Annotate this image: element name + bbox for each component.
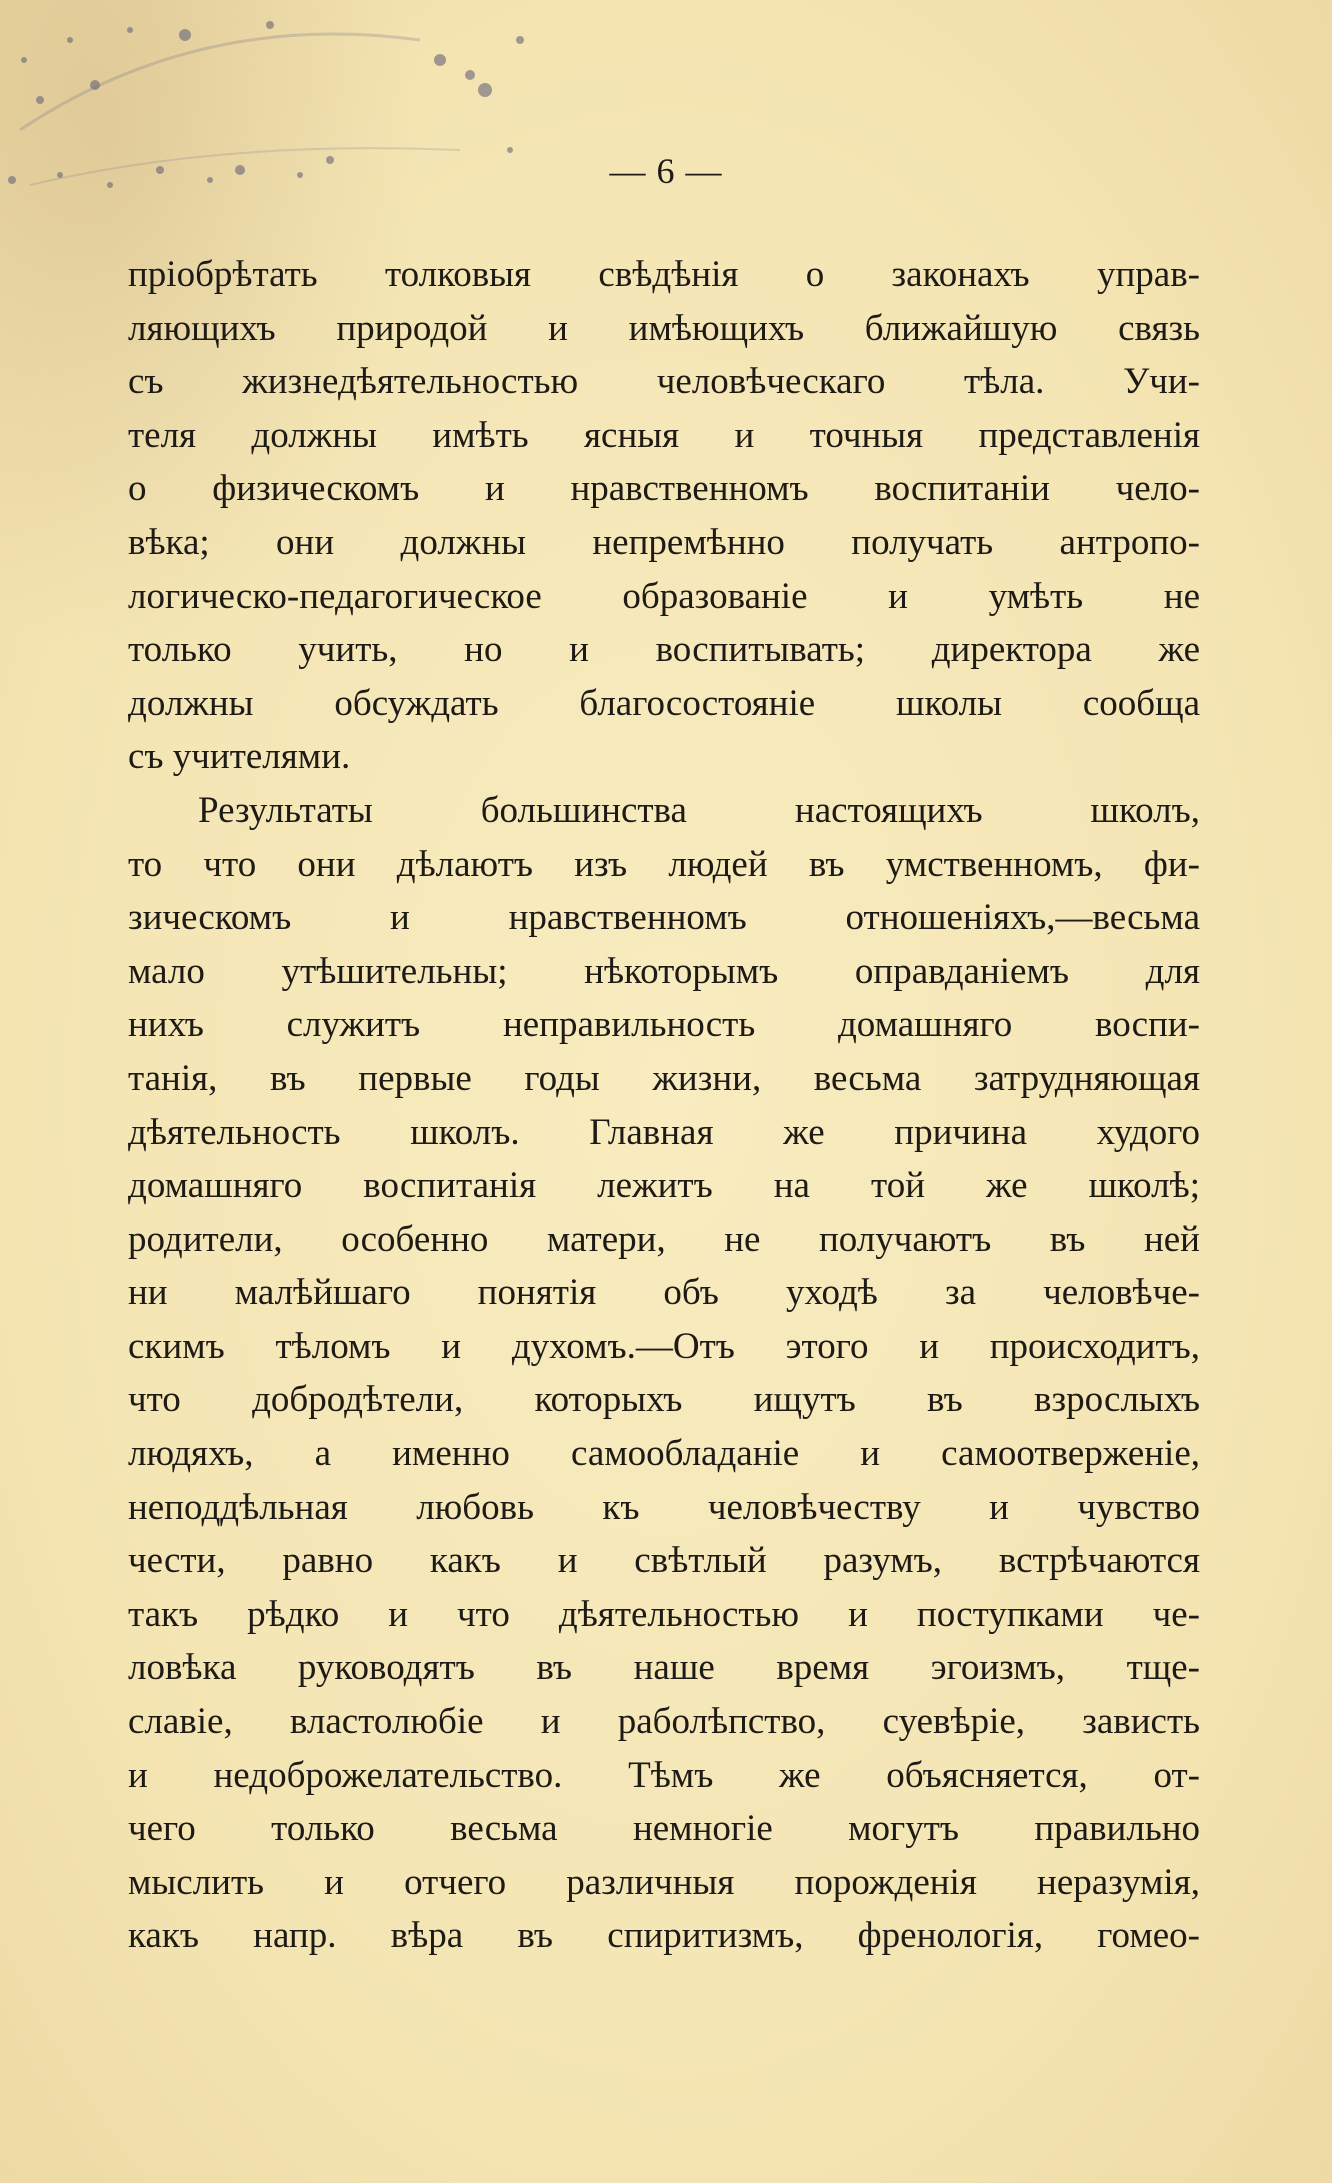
paragraph-2: [128, 784, 1200, 1963]
text-line: мало утѣшительны; нѣкоторымъ оправданіемъ для: [128, 950, 1200, 992]
text-line: родители, особенно матери, не получаютъ въ ней: [128, 1218, 1200, 1260]
text-line: логическо-педагогическое образованіе и умѣть не: [128, 575, 1200, 617]
text-line: должны обсуждать благосостояніе школы сообща: [128, 682, 1200, 724]
text-line: людяхъ, а именно самообладаніе и самоотверженіе,: [128, 1433, 1200, 1475]
body-text: [128, 248, 1200, 1963]
text-line: неподдѣльная любовь къ человѣчеству и чувство: [128, 1486, 1200, 1528]
text-line: о физическомъ и нравственномъ воспитаніи чело-: [128, 468, 1200, 510]
page-number: — 6 —: [609, 151, 723, 191]
text-line: дѣятельность школъ. Главная же причина худого: [128, 1111, 1200, 1153]
text-line: Результаты большинства настоящихъ школъ,: [198, 789, 1200, 831]
text-line: какъ напр. вѣра въ спиритизмъ, френологія, гомео-: [128, 1915, 1200, 1957]
text-line: что добродѣтели, которыхъ ищутъ въ взрослыхъ: [128, 1379, 1200, 1421]
paragraph-1: [128, 248, 1200, 784]
text-line: ни малѣйшаго понятія объ уходѣ за человѣче-: [128, 1272, 1200, 1314]
text-line: пріобрѣтать толковыя свѣдѣнія о законахъ управ-: [128, 254, 1200, 295]
text-line: съ жизнедѣятельностью человѣческаго тѣла. Учи-: [128, 361, 1200, 403]
text-line: ляющихъ природой и имѣющихъ ближайшую связь: [128, 307, 1200, 349]
text-line: то что они дѣлаютъ изъ людей въ умственномъ, фи-: [128, 843, 1200, 885]
text-line: мыслить и отчего различныя порожденія неразумія,: [128, 1861, 1200, 1903]
text-line: зическомъ и нравственномъ отношеніяхъ,—весьма: [128, 897, 1200, 939]
text-line: такъ рѣдко и что дѣятельностью и поступками че-: [128, 1593, 1200, 1635]
text-line: танія, въ первые годы жизни, весьма затрудняющая: [128, 1057, 1200, 1099]
text-line: и недоброжелательство. Тѣмъ же объясняется, от-: [128, 1754, 1200, 1796]
text-line: вѣка; они должны непремѣнно получать антропо-: [128, 521, 1200, 563]
text-line: славіе, властолюбіе и раболѣпство, суевѣріе, зависть: [128, 1701, 1200, 1743]
text-line: скимъ тѣломъ и духомъ.—Отъ этого и происходитъ,: [128, 1325, 1200, 1367]
text-line: съ учителями.: [128, 736, 351, 778]
text-line: нихъ служитъ неправильность домашняго воспи-: [128, 1004, 1200, 1046]
text-line: домашняго воспитанія лежитъ на той же школѣ;: [128, 1165, 1200, 1207]
text-line: чести, равно какъ и свѣтлый разумъ, встрѣчаются: [128, 1540, 1200, 1582]
text-line: ловѣка руководятъ въ наше время эгоизмъ, тще-: [128, 1647, 1200, 1689]
text-line: теля должны имѣть ясныя и точныя представленія: [128, 414, 1200, 456]
text-line: только учить, но и воспитывать; директора же: [128, 629, 1200, 671]
text-line: чего только весьма немногіе могутъ правильно: [128, 1808, 1200, 1850]
